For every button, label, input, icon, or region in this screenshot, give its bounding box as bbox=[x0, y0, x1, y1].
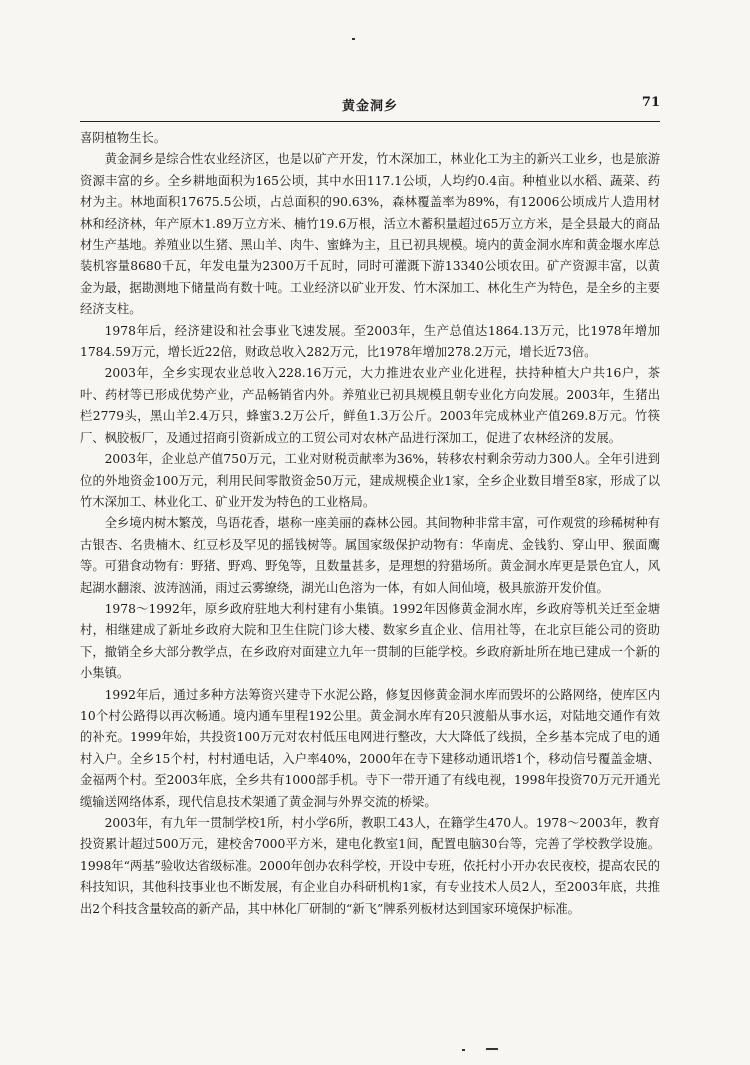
paragraph-industry-2003: 2003年，企业总产值750万元，工业对财税贡献率为36%，转移农村剩余劳动力300人。全年引进到位的外地资金100万元，利用民间零散资金50万元，建成规模企业1家，全乡企业数目增至8家，形成了以竹木深加工、林业化工、矿业开发为特色的工业格局。 bbox=[80, 452, 660, 509]
scan-speck bbox=[352, 38, 355, 40]
scan-speck bbox=[462, 1049, 465, 1051]
page-number: 71 bbox=[641, 95, 660, 110]
scan-speck bbox=[486, 1048, 498, 1050]
header-rule bbox=[80, 121, 660, 122]
paragraph-growth-since-1978: 1978年后，经济建设和社会事业飞速发展。至2003年，生产总值达1864.13万元，比1978年增加1784.59万元，增长近22倍，财政总收入282万元，比1978年增加278.2万元，增长近73倍。 bbox=[80, 323, 660, 360]
paragraph-infrastructure: 1992年后，通过多种方法筹资兴建寺下水泥公路，修复因修黄金洞水库而毁坏的公路网络，使库区内10个村公路得以再次畅通。境内通车里程192公里。黄金洞水库有20只渡船从事水运，对陆地交通作有效的补充。1999年始，共投资100万元对农村低压电网进行整改，大大降低了线损，全乡基本完成了电的通村入户。全乡15个村，村村通电话，入户率40%，2000年在寺下建移动通讯塔1个，移动信号覆盖金塘、金福两个村。至2003年底，全乡共有1000部手机。寺下一带开通了有线电视，1998年投资70万元开通光缆输送网络体系，现代信息技术架通了黄金洞与外界交流的桥梁。 bbox=[80, 687, 660, 809]
paragraph-continued: 喜阴植物生长。 bbox=[80, 131, 167, 145]
paragraph-economy-overview: 黄金洞乡是综合性农业经济区，也是以矿产开发，竹木深加工，林业化工为主的新兴工业乡，也是旅游资源丰富的乡。全乡耕地面积为165公顷，其中水田117.1公顷，人均约0.4亩。种植业以水稻、蔬菜、药材为主。林地面积17675.5公顷，占总面积的90.63%，森林覆盖率为89%，有12006公顷成片人造用材林和经济林，年产原木1.89万立方米、楠竹19.6万根，活立木蓄积量超过65万立方米，是全县最大的商品材生产基地。养殖业以生猪、黑山羊、肉牛、蜜蜂为主，且已初具规模。境内的黄金洞水库和黄金堰水库总装机容量8680千瓦，年发电量为2300万千瓦时，同时可灌溉下游13340公顷农田。矿产资源丰富，以黄金为最，据勘测地下储量尚有数十吨。工业经济以矿业开发、竹木深加工、林化生产为特色，是全乡的主要经济支柱。 bbox=[80, 152, 660, 317]
running-header bbox=[80, 95, 660, 117]
paragraph-market-town: 1978～1992年，原乡政府驻地大利村建有小集镇。1992年因修黄金洞水库，乡政府等机关迁至金塘村，相继建成了新址乡政府大院和卫生住院门诊大楼、数家乡直企业、信用社等，在北京巨能公司的资助下，撤销全乡大部分教学点，在乡政府对面建立九年一贯制的巨能学校。乡政府新址所在地已建成一个新的小集镇。 bbox=[80, 601, 660, 681]
running-title: 黄金洞乡 bbox=[341, 99, 398, 114]
paragraph-education: 2003年，有九年一贯制学校1所，村小学6所，教职工43人，在籍学生470人。1978～2003年，教育投资累计超过500万元，建校舍7000平方米，建电化教室1间，配置电脑30台等，完善了学校教学设施。1998年“两基”验收达省级标准。2000年创办农科学校，开设中专班，依托村小开办农民夜校，提高农民的科技知识，其他科技事业也不断发展，有企业自办科研机构1家，有专业技术人员2人，至2003年底，共推出2个科技含量较高的新产品，其中林化厂研制的“新飞”牌系列板材达到国家环境保护标准。 bbox=[80, 816, 660, 916]
page-body bbox=[80, 128, 660, 920]
paragraph-agriculture-2003: 2003年，全乡实现农业总收入228.16万元，大力推进农业产业化进程，扶持种植大户共16户，茶叶、药材等已形成优势产业，产品畅销省内外。养殖业已初具规模且朝专业化方向发展。2003年，生猪出栏2779头，黑山羊2.4万只，蜂蜜3.2万公斤，鲜鱼1.3万公斤。2003年完成林业产值269.8万元。竹筷厂、枫胶板厂，及通过招商引资新成立的工贸公司对农林产品进行深加工，促进了农林经济的发展。 bbox=[80, 366, 660, 445]
paragraph-forest-park: 全乡境内树木繁茂，鸟语花香，堪称一座美丽的森林公园。其间物种非常丰富，可作观赏的珍稀树种有古银杏、名贵楠木、红豆杉及罕见的摇钱树等。属国家级保护动物有：华南虎、金钱豹、穿山甲、猴面鹰等。可猎食动物有：野猪、野鸡、野兔等，且数量甚多，是理想的狩猎场所。黄金洞水库更是景色宜人，风起湖水翻滚、波涛汹涌，雨过云雾缭绕，湖光山色溶为一体，有如人间仙境，极具旅游开发价值。 bbox=[80, 516, 660, 595]
